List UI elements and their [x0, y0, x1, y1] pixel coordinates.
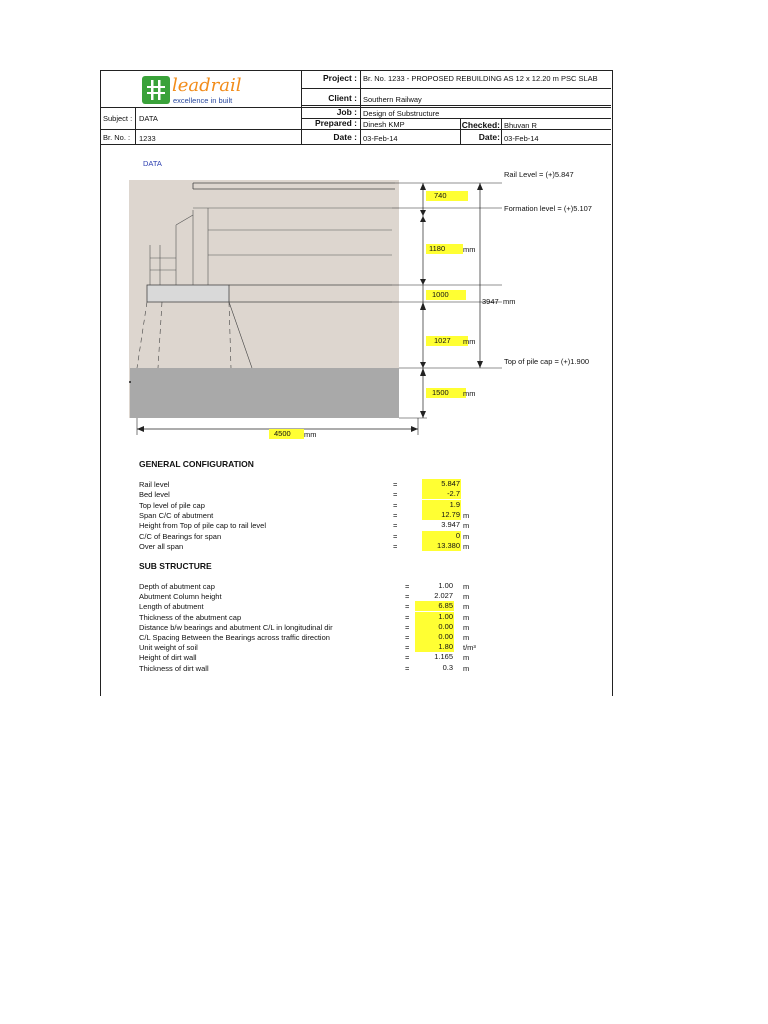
- dim-4500: 4500: [269, 429, 304, 439]
- row-unit: m: [463, 531, 470, 541]
- row-label: Over all span: [139, 541, 184, 551]
- row-value: 0.00: [415, 632, 454, 642]
- header-rule: [100, 144, 611, 145]
- job-label: Job :: [336, 107, 357, 117]
- row-unit: m: [463, 541, 470, 551]
- row-unit: m: [463, 622, 470, 632]
- row-value: 13.380: [422, 541, 461, 551]
- date-label: Date :: [333, 132, 357, 142]
- row-value: 0.00: [415, 622, 454, 632]
- row-value: 1.165: [434, 652, 453, 662]
- row-label: Rail level: [139, 480, 170, 489]
- row-equals: =: [405, 612, 410, 622]
- row-value: 0: [422, 531, 461, 541]
- row-value: 1.00: [438, 581, 453, 590]
- row-unit: m: [463, 663, 470, 673]
- row-equals: =: [393, 521, 398, 531]
- row-unit: m: [463, 653, 470, 663]
- row-unit: m: [463, 612, 470, 622]
- row-label: C/C of Bearings for span: [139, 531, 222, 541]
- row-value: 3.947: [441, 520, 460, 530]
- company-logo: [142, 75, 272, 105]
- row-value: 1.00: [415, 612, 454, 622]
- row-unit: m: [463, 521, 470, 531]
- row-equals: =: [405, 592, 410, 602]
- formation-level-label: Formation level = (+)5.107: [504, 204, 592, 213]
- prepared-label: Prepared :: [314, 118, 357, 128]
- client-value: Southern Railway: [363, 95, 422, 104]
- dim-4500-unit: mm: [304, 430, 317, 439]
- dim-1500-unit: mm: [463, 389, 476, 398]
- row-equals: =: [405, 643, 410, 653]
- row-value: 6.85: [415, 601, 454, 611]
- row-value: -2.7: [422, 489, 461, 499]
- row-equals: =: [405, 602, 410, 612]
- pile-cap-block: [130, 368, 399, 418]
- client-label: Client :: [328, 93, 357, 103]
- job-value: Design of Substructure: [363, 109, 440, 118]
- row-unit: m: [463, 592, 470, 602]
- row-equals: =: [405, 653, 410, 663]
- row-value: 2.027: [434, 591, 453, 601]
- row-label: Distance b/w bearings and abutment C/L in longitudinal dir: [139, 622, 333, 632]
- row-equals: =: [393, 490, 398, 500]
- dim-1027-unit: mm: [463, 337, 476, 346]
- row-label: Thickness of dirt wall: [139, 663, 209, 673]
- date-value: 03-Feb-14: [363, 134, 398, 143]
- row-label: C/L Spacing Between the Bearings across traffic direction: [139, 633, 330, 642]
- row-equals: =: [405, 663, 410, 673]
- checked-label: Checked:: [461, 120, 500, 130]
- row-label: Thickness of the abutment cap: [139, 612, 242, 622]
- sub-heading: SUB STRUCTURE: [139, 561, 212, 571]
- dim-1180-unit: mm: [463, 245, 476, 254]
- date2-label: Date:: [478, 132, 500, 142]
- row-unit: m: [463, 602, 470, 612]
- row-label: Abutment Column height: [139, 592, 222, 602]
- row-equals: =: [405, 633, 410, 642]
- project-value: Br. No. 1233 - PROPOSED REBUILDING AS 12 x 12.20 m PSC SLAB: [363, 74, 598, 83]
- row-unit: m: [463, 582, 470, 591]
- row-value: 0.3: [442, 662, 453, 672]
- header-divider: [360, 70, 361, 144]
- row-unit: m: [463, 510, 470, 520]
- subject-value: DATA: [139, 114, 158, 123]
- row-value: 12.79: [422, 510, 461, 520]
- row-label: Bed level: [139, 490, 170, 500]
- row-unit: t/m³: [463, 643, 476, 653]
- project-label: Project :: [322, 73, 357, 83]
- row-equals: =: [393, 510, 398, 520]
- row-label: Unit weight of soil: [139, 643, 198, 653]
- general-heading: GENERAL CONFIGURATION: [139, 459, 254, 469]
- logo-tagline: excellence in built: [173, 96, 233, 105]
- row-equals: =: [393, 500, 398, 510]
- date2-value: 03-Feb-14: [504, 134, 539, 143]
- prepared-value: Dinesh KMP: [363, 120, 405, 129]
- logo-mark-icon: [142, 76, 170, 104]
- header-rule: [301, 88, 611, 89]
- pile-cap-level-label: Top of pile cap = (+)1.900: [504, 357, 590, 366]
- dim-3947-unit: mm: [503, 297, 516, 306]
- row-label: Depth of abutment cap: [139, 582, 215, 591]
- rail-level-label: Rail Level = (+)5.847: [504, 170, 574, 179]
- dim-1027: 1027: [426, 336, 468, 346]
- header-divider: [135, 107, 136, 144]
- row-label: Height from Top of pile cap to rail level: [139, 521, 267, 531]
- subject-label: Subject :: [103, 114, 133, 123]
- row-label: Height of dirt wall: [139, 653, 197, 663]
- row-value: 1.80: [415, 642, 454, 652]
- dim-1180: 1180: [426, 244, 463, 254]
- row-label: Length of abutment: [139, 602, 204, 612]
- logo-name: leadrail: [172, 75, 242, 96]
- dim-3947: 3947: [482, 297, 499, 306]
- checked-value: Bhuvan R: [504, 121, 537, 130]
- row-equals: =: [405, 582, 410, 591]
- row-equals: =: [393, 531, 398, 541]
- row-unit: m: [463, 633, 470, 642]
- dim-1000: 1000: [426, 290, 466, 300]
- row-value: 5.847: [422, 479, 461, 489]
- header-rule: [301, 105, 611, 106]
- header-divider: [501, 118, 502, 144]
- row-equals: =: [405, 622, 410, 632]
- dim-740: 740: [426, 191, 468, 201]
- row-value: 1.9: [422, 500, 461, 510]
- row-label: Top level of pile cap: [139, 500, 205, 510]
- row-equals: =: [393, 480, 398, 489]
- abutment-drawing: [100, 150, 611, 450]
- abutment-cap: [147, 285, 229, 302]
- brno-value: 1233: [139, 134, 156, 143]
- brno-label: Br. No. :: [103, 133, 131, 142]
- row-label: Span C/C of abutment: [139, 510, 214, 520]
- row-equals: =: [393, 541, 398, 551]
- drawing-title: DATA: [143, 159, 162, 168]
- dim-1500: 1500: [426, 388, 466, 398]
